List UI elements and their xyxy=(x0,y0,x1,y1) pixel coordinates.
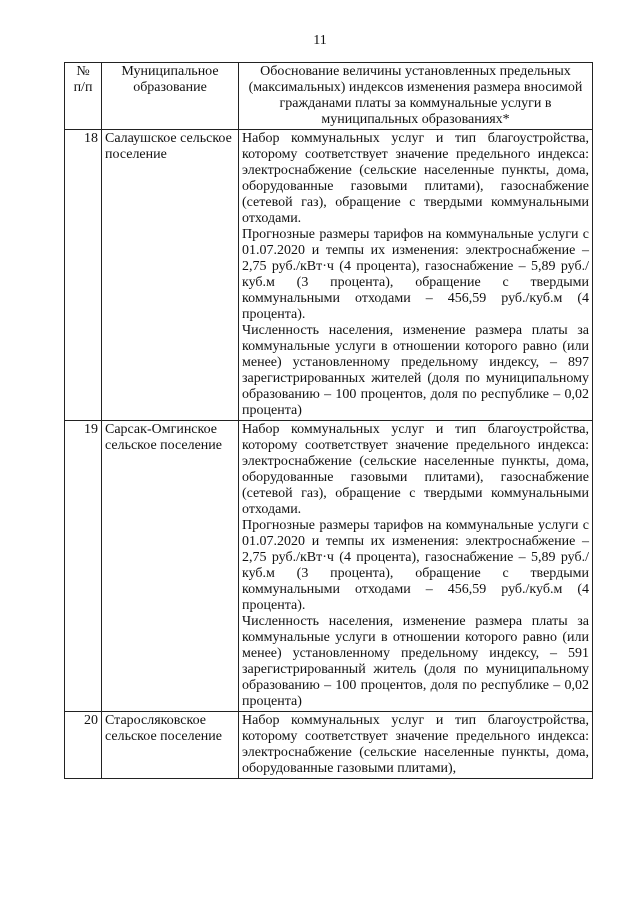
paragraph-utilities-set: Набор коммунальных услуг и тип благоустройства, которому соответствует значение предельного индекса: электроснабжение (сельские населенные пункты, дома, оборудованные газовыми плитами), газоснабжение (сетевой газ), обращение с твердыми коммунальными отходами. xyxy=(242,131,589,226)
header-justification xyxy=(239,63,593,130)
header-municipality xyxy=(102,63,239,130)
paragraph-utilities-set: Набор коммунальных услуг и тип благоустройства, которому соответствует значение предельного индекса: электроснабжение (сельские населенные пункты, дома, оборудованные газовыми плитами), газоснабжение (сетевой газ), обращение с твердыми коммунальными отходами. xyxy=(242,422,589,517)
header-number-label: № п/п xyxy=(73,64,93,95)
row-municipality: Сарсак-Омгинское сельское поселение xyxy=(102,421,239,712)
row-number: 18 xyxy=(65,130,102,421)
table-header-row xyxy=(65,63,593,130)
header-number xyxy=(65,63,102,130)
row-municipality: Салаушское сельское поселение xyxy=(102,130,239,421)
row-justification xyxy=(239,130,593,421)
header-justification-label: Обоснование величины установленных предельных (максимальных) индексов изменения размера вносимой гражданами платы за коммунальные услуги в муниципальных образованиях* xyxy=(248,64,583,127)
table-row xyxy=(65,712,593,779)
table-row xyxy=(65,421,593,712)
row-justification xyxy=(239,712,593,779)
paragraph-utilities-set: Набор коммунальных услуг и тип благоустройства, которому соответствует значение предельного индекса: электроснабжение (сельские населенные пункты, дома, оборудованные газовыми плитами), xyxy=(242,713,589,776)
paragraph-population: Численность населения, изменение размера платы за коммунальные услуги в отношении которого равно (или менее) установленному предельному индексу, – 897 зарегистрированных жителей (доля по муниципальному образованию – 100 процентов, доля по республике – 0,02 процента) xyxy=(242,323,589,418)
table-row xyxy=(65,130,593,421)
row-number: 20 xyxy=(65,712,102,779)
header-municipality-label: Муниципальное образование xyxy=(121,64,219,95)
row-municipality: Старосляковское сельское поселение xyxy=(102,712,239,779)
paragraph-tariffs: Прогнозные размеры тарифов на коммунальные услуги с 01.07.2020 и темпы их изменения: электроснабжение – 2,75 руб./кВт·ч (4 процента), газоснабжение – 5,89 руб./куб.м (3 процента), обращение с твердыми коммунальными отходами – 456,59 руб./куб.м (4 процента). xyxy=(242,227,589,322)
paragraph-tariffs: Прогнозные размеры тарифов на коммунальные услуги с 01.07.2020 и темпы их изменения: электроснабжение – 2,75 руб./кВт·ч (4 процента), газоснабжение – 5,89 руб./куб.м (3 процента), обращение с твердыми коммунальными отходами – 456,59 руб./куб.м (4 процента). xyxy=(242,518,589,613)
indices-table xyxy=(64,62,593,779)
row-justification xyxy=(239,421,593,712)
paragraph-population: Численность населения, изменение размера платы за коммунальные услуги в отношении которого равно (или менее) установленному предельному индексу, – 591 зарегистрированный житель (доля по муниципальному образованию – 100 процентов, доля по республике – 0,02 процента) xyxy=(242,614,589,709)
row-number: 19 xyxy=(65,421,102,712)
page-number: 11 xyxy=(313,33,327,48)
